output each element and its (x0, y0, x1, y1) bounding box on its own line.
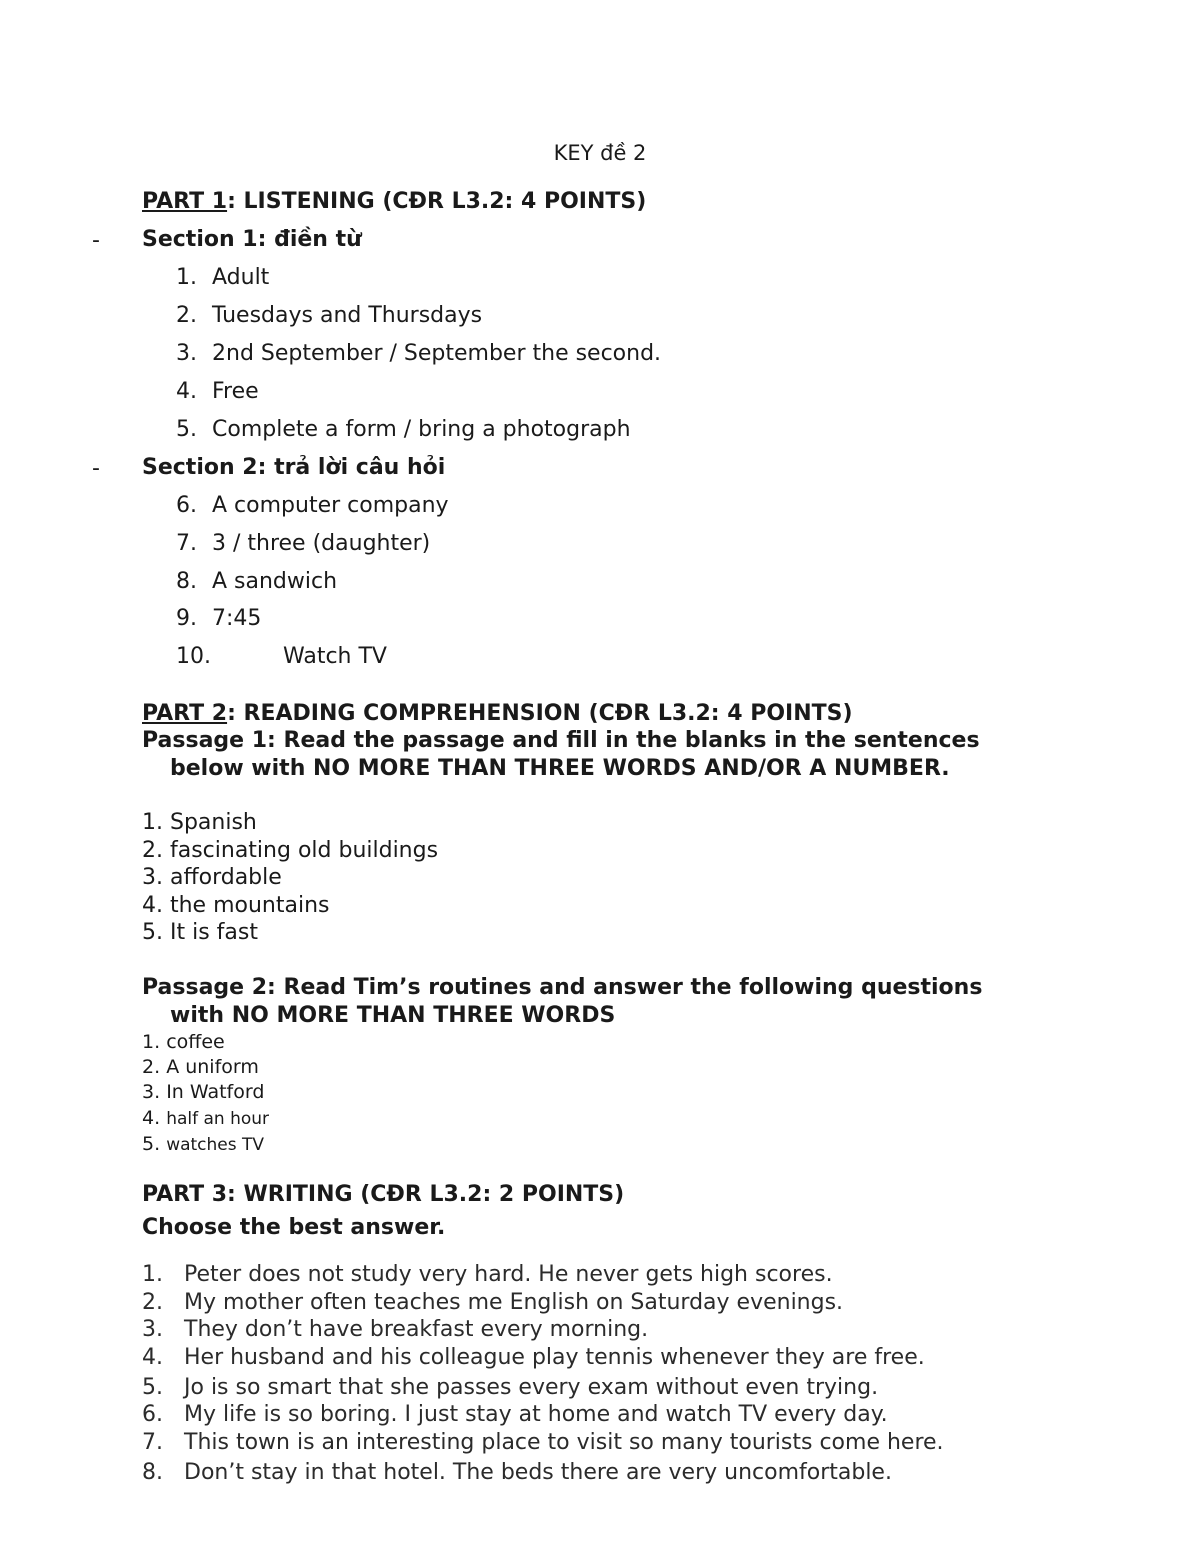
item-text: A uniform (166, 1056, 259, 1078)
item-number: 1. (142, 1031, 161, 1053)
list-item (142, 1345, 925, 1370)
item-text: They don’t have breakfast every morning. (184, 1317, 649, 1342)
list-item (176, 379, 259, 404)
item-text: Jo is so smart that she passes every exam without even trying. (184, 1375, 879, 1400)
list-item (176, 417, 631, 442)
passage1-instruction: Passage 1: Read the passage and fill in the blanks in the sentences (142, 728, 980, 753)
item-text: In Watford (166, 1081, 265, 1103)
item-number: 7. (142, 1430, 163, 1455)
list-item (176, 644, 387, 669)
section1-heading: Section 1: điền từ (142, 227, 362, 252)
item-number: 6. (142, 1402, 163, 1427)
item-text: Peter does not study very hard. He never gets high scores. (184, 1262, 833, 1287)
item-number: 8. (142, 1460, 163, 1485)
item-number: 3. (142, 1317, 163, 1342)
list-item: 5. It is fast (142, 920, 258, 945)
list-item (142, 1031, 225, 1053)
list-item (176, 265, 269, 290)
list-item (142, 1056, 259, 1078)
item-number: 1. (176, 265, 197, 290)
item-text: Free (212, 379, 259, 404)
item-number: 3. (142, 1081, 161, 1103)
list-item: 1. Spanish (142, 810, 257, 835)
item-number: 6. (176, 493, 197, 518)
item-text: Tuesdays and Thursdays (212, 303, 483, 328)
list-item (176, 303, 482, 328)
item-number: 9. (176, 606, 197, 631)
passage1-instruction-cont: below with NO MORE THAN THREE WORDS AND/OR A NUMBER. (170, 756, 950, 781)
item-number: 8. (176, 569, 197, 594)
section2-heading: Section 2: trả lời câu hỏi (142, 455, 446, 480)
item-text: This town is an interesting place to visit so many tourists come here. (184, 1430, 944, 1455)
list-item (142, 1430, 944, 1455)
item-text: A computer company (212, 493, 449, 518)
item-text: My mother often teaches me English on Saturday evenings. (184, 1290, 844, 1315)
part2-heading-rest: : READING COMPREHENSION (CĐR L3.2: 4 POINTS) (227, 701, 853, 726)
item-text: 2nd September / September the second. (212, 341, 662, 366)
section1-bullet: - (92, 228, 100, 253)
part3-heading: PART 3: WRITING (CĐR L3.2: 2 POINTS) (142, 1182, 625, 1207)
list-item (176, 531, 430, 556)
list-item (142, 1081, 264, 1103)
list-item (142, 1317, 648, 1342)
item-number: 4. (142, 1345, 163, 1370)
list-item (142, 1262, 833, 1287)
item-text: watches TV (166, 1135, 265, 1155)
item-text: My life is so boring. I just stay at home and watch TV every day. (184, 1402, 888, 1427)
part1-heading-rest: : LISTENING (CĐR L3.2: 4 POINTS) (227, 189, 647, 214)
item-number: 3. (176, 341, 197, 366)
part2-heading (142, 701, 853, 726)
list-item (142, 1107, 269, 1129)
item-number: 5. (142, 1133, 161, 1155)
item-text: Watch TV (283, 644, 387, 669)
item-number: 1. (142, 1262, 163, 1287)
list-item (142, 1290, 843, 1315)
list-item (176, 606, 261, 631)
section2-bullet: - (92, 456, 100, 481)
item-number: 5. (142, 1375, 163, 1400)
list-item (142, 1460, 892, 1485)
list-item (142, 1133, 264, 1155)
item-number: 2. (142, 1056, 161, 1078)
item-text: Don’t stay in that hotel. The beds there are very uncomfortable. (184, 1460, 892, 1485)
item-number: 10. (176, 644, 211, 669)
list-item: 2. fascinating old buildings (142, 838, 439, 863)
item-text: 3 / three (daughter) (212, 531, 431, 556)
item-text: A sandwich (212, 569, 338, 594)
item-number: 4. (176, 379, 197, 404)
item-text: coffee (166, 1031, 225, 1053)
item-text: Adult (212, 265, 270, 290)
passage2-instruction: Passage 2: Read Tim’s routines and answer the following questions (142, 975, 983, 1000)
list-item (142, 1402, 888, 1427)
item-number: 2. (176, 303, 197, 328)
list-item (142, 1375, 878, 1400)
list-item: 3. affordable (142, 865, 282, 890)
passage2-instruction-cont: with NO MORE THAN THREE WORDS (170, 1003, 616, 1028)
item-number: 5. (176, 417, 197, 442)
item-text: Complete a form / bring a photograph (212, 417, 631, 442)
part3-instruction: Choose the best answer. (142, 1215, 446, 1240)
list-item (176, 569, 337, 594)
list-item: 4. the mountains (142, 893, 330, 918)
list-item (176, 493, 449, 518)
list-item (176, 341, 661, 366)
part1-heading (142, 189, 646, 214)
item-text: 7:45 (212, 606, 262, 631)
item-number: 4. (142, 1107, 161, 1129)
page-title: KEY đề 2 (553, 141, 647, 165)
item-number: 2. (142, 1290, 163, 1315)
item-text: Her husband and his colleague play tennis whenever they are free. (184, 1345, 925, 1370)
item-number: 7. (176, 531, 197, 556)
part1-heading-label: PART 1 (142, 189, 228, 214)
item-text: half an hour (166, 1109, 270, 1129)
part2-heading-label: PART 2 (142, 701, 228, 726)
